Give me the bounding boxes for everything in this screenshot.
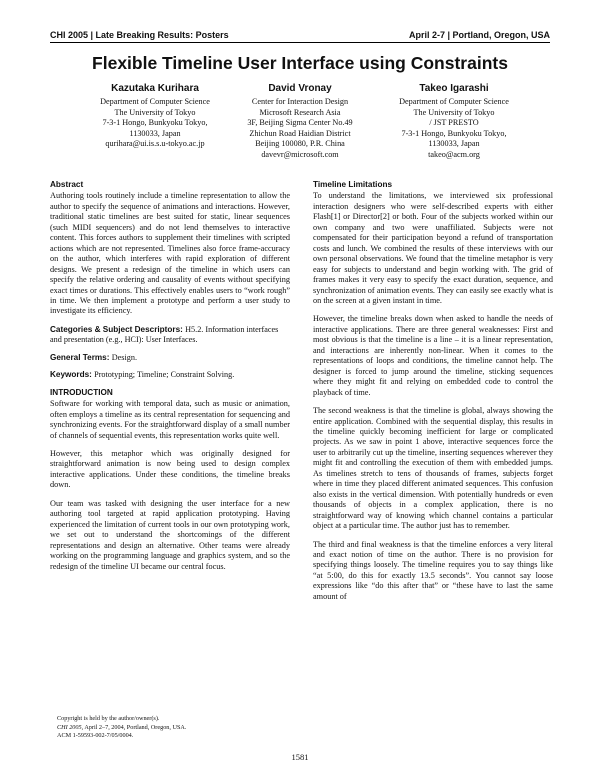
header-rule (50, 42, 550, 43)
author-address: Zhichun Road Haidian District (249, 128, 351, 138)
body-paragraph: The third and final weakness is that the timeline enforces a very literal and exact notion of time on the author. There is no provision for specifying things loosely. The timeline requires you to say things like “at 5:00, do this for exactly 13.5 seconds”. You cannot say loose expressions like “do this after that” or “these have to last the same amount of (313, 539, 553, 601)
author-address: Beijing 100080, P.R. China (255, 139, 345, 149)
author-name: Kazutaka Kurihara (111, 83, 199, 94)
running-header-right: April 2-7 | Portland, Oregon, USA (408, 30, 550, 40)
intro-paragraph: Our team was tasked with designing the user interface for a new authoring tool targeted at rapid application prototyping. Having experienced the limitation of current tools in our own prototyping work, we set out to understand the shortcomings of the different representations and design an alternative. Other teams were already working on the programming language and graphics system, and so the redesign of the timeline UI became our central focus. (50, 498, 290, 571)
author-name: David Vronay (268, 83, 332, 94)
author-affiliation: Microsoft Research Asia (259, 107, 341, 117)
author-address: 1130033, Japan (428, 139, 480, 149)
author-affiliation: The University of Tokyo (114, 107, 196, 117)
copyright-venue (57, 724, 277, 733)
author-affiliation: The University of Tokyo (413, 107, 495, 117)
categories-label: Categories & Subject Descriptors: (50, 324, 183, 334)
abstract-text: Authoring tools routinely include a timeline representation to allow the author to specify the sequence of animations and interactions. However, traditional static timelines are best suited for static, linear sequences (such MIDI sequencers) and do not lend themselves to interactive content. This forces authors to supplement their timelines with scripted actions which are not represented. Timelines also force frame-accuracy on the author, which interferes with rapid exploration of different designs. We present a redesign of the timeline in which users can specify the relative ordering and causality of events without specifying exact times or durations. This effectively enables users to “work rough” in time. We then implement a prototype and perform a user study to investigate its efficiency. (50, 191, 290, 316)
paper-title: Flexible Timeline User Interface using Constraints (92, 53, 508, 73)
copyright-block (57, 715, 277, 741)
right-column (313, 180, 553, 610)
author-address: 3F, Beijing Sigma Center No.49 (247, 118, 353, 128)
author-affiliation: Department of Computer Science (100, 97, 210, 106)
venue-details: April 2–7, 2004, Portland, Oregon, USA. (83, 723, 187, 731)
body-paragraph: To understand the limitations, we interviewed six professional interaction designers who were self-described experts with either Flash[1] or Director[2] or both. Four of the subjects worked within our own company and two were unaffiliated. Subjects were not compensated for their participation beyond a refund of transportation costs and lunch. We combined the results of these interviews with our own personal observations. We found that the timeline metaphor is very easy for subjects to understand and begin working with. The grid of frames makes it very easy to specify the exact duration, sequence, and synchronization of animation events. They can easily see exactly what is on the screen at a given instant in time. (313, 191, 553, 305)
running-header-left: CHI 2005 | Late Breaking Results: Posters (50, 30, 229, 40)
author-email: qurihara@ui.is.s.u-tokyo.ac.jp (105, 139, 205, 149)
author-address: 7-3-1 Hongo, Bunkyoku Tokyo, (401, 128, 507, 138)
author-affiliation: Department of Computer Science (399, 97, 509, 106)
introduction-heading: INTRODUCTION (50, 387, 113, 397)
general-terms-label: General Terms: (50, 352, 110, 362)
categories-line (50, 325, 290, 346)
body-paragraph: However, the timeline breaks down when asked to handle the needs of interactive applications. There are three general weaknesses: First and most obvious is that the timeline is a line – it is a linear representation, and interactions are inherently non-linear. When it comes to the representations of loops and conditions, the timeline cannot help. The designer is forced to jump around the timeline, sticking sequences where they might fit and relying on embedded code to control the playback of time. (313, 314, 553, 397)
keywords-label: Keywords: (50, 370, 92, 380)
copyright-line: Copyright is held by the author/owner(s). (57, 715, 160, 722)
author-affiliation: / JST PRESTO (429, 118, 479, 128)
general-terms-text: Design. (111, 352, 137, 362)
intro-paragraph: However, this metaphor which was originally designed for straightforward animation is now being used to design complex interactive applications. Under these conditions, the timeline breaks down. (50, 448, 290, 490)
venue-name: CHI 2005, (57, 723, 84, 731)
left-column (50, 180, 290, 580)
author-address: 7-3-1 Hongo, Bunkyoku Tokyo, (102, 118, 208, 128)
body-paragraph: The second weakness is that the timeline is global, always showing the entire application. Combined with the sequential display, this results in the timeline quickly becoming inefficient for large or complicated projects. As we saw in point 1 above, interactive sequences force the user to arbitrarily cut up the timeline, inserting sequences wherever they might fit and controlling the execution of them with embedded jumps. As timelines stretch to tens of thousands of frames, subjects forget where in time they placed different animated sequences. This confusion also exists in the vertical dimension. With potentially hundreds or even thousands of objects in a complex application, there is no straightforward way of knowing which channel contains a particular object at a particular time. The author just has to remember. (313, 406, 553, 531)
author-block-3 (354, 82, 554, 161)
author-address: 1130033, Japan (129, 128, 181, 138)
timeline-limitations-heading: Timeline Limitations (313, 180, 393, 189)
page-number: 1581 (291, 752, 309, 762)
author-email: takeo@acm.org (428, 149, 480, 159)
keywords-text: Prototyping; Timeline; Constraint Solving. (94, 370, 235, 380)
categories-text: H5.2. Information interfaces and presentation (e.g., HCI): User Interfaces. (50, 324, 279, 345)
intro-paragraph: Software for working with temporal data, such as music or animation, often employs a timeline as its central representation for sequencing and synchronizing events. For the straightforward display of a small number of channels of sequential events, this representation works quite well. (50, 399, 290, 440)
copyright-acm: ACM 1-59593-002-7/05/0004. (57, 732, 134, 740)
author-email: davevr@microsoft.com (261, 149, 339, 159)
author-affiliation: Center for Interaction Design (251, 97, 349, 106)
author-name: Takeo Igarashi (419, 83, 489, 94)
keywords-line (50, 370, 290, 380)
general-terms-line (50, 353, 290, 363)
abstract-heading: Abstract (50, 180, 84, 189)
